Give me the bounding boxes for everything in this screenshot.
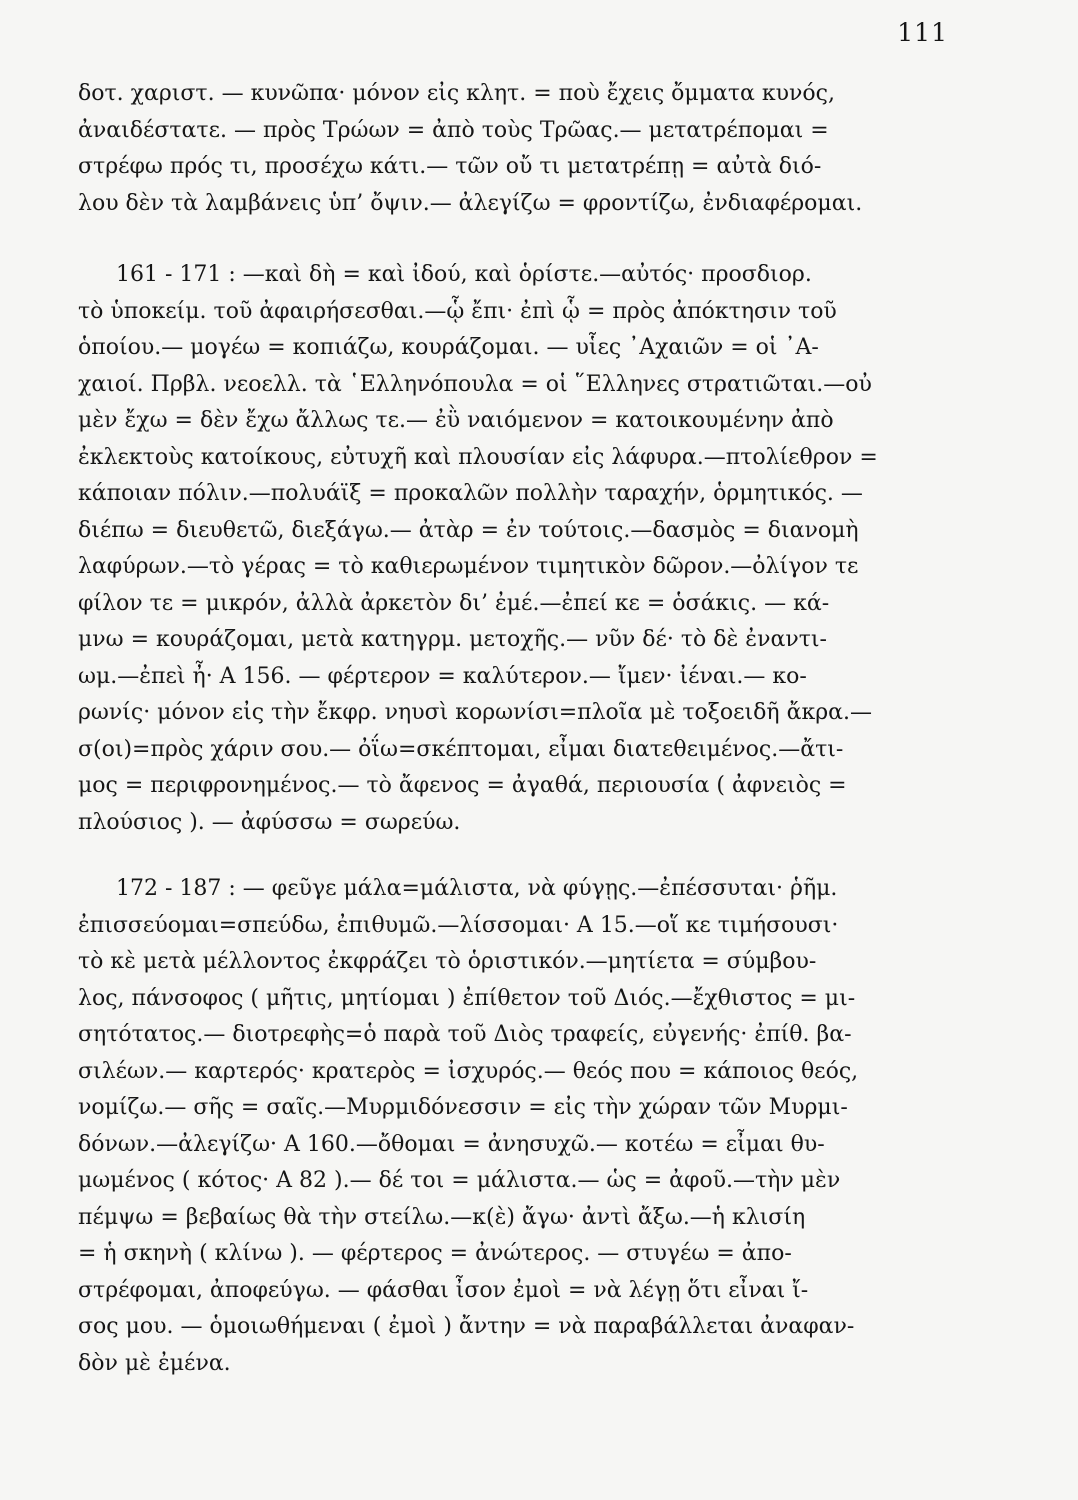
text-line: μος = περιφρονημένος.— τὸ ἄφενος = ἀγαθά, περιουσία ( ἀφνειὸς =	[78, 773, 847, 798]
text-line: φίλον τε = μικρόν, ἀλλὰ ἀρκετὸν δι’ ἐμέ.—ἐπεί κε = ὁσάκις. — κά-	[78, 590, 830, 616]
text-line: ωμ.—ἐπεὶ ἦ· Α 156. — φέρτερον = καλύτερον.— ἴμεν· ἰέναι.— κο-	[78, 663, 807, 689]
text-line: τὸ ὑποκείμ. τοῦ ἀφαιρήσεσθαι.—ᾧ ἔπι· ἐπὶ ᾧ = πρὸς ἀπόκτησιν τοῦ	[78, 298, 837, 324]
text-line: = ἡ σκηνὴ ( κλίνω ). — φέρτερος = ἀνώτερος. — στυγέω = ἀπο-	[78, 1241, 792, 1266]
text-line: σητότατος.— διοτρεφὴς=ὁ παρὰ τοῦ Διὸς τραφείς, εὐγενής· ἐπίθ. βα-	[78, 1022, 852, 1047]
text-line: σος μου. — ὁμοιωθήμεναι ( ἐμοὶ ) ἄντην = νὰ παραβάλλεται ἀναφαν-	[78, 1314, 855, 1339]
text-line: ἐκλεκτοὺς κατοίκους, εὐτυχῆ καὶ πλουσίαν εἰς λάφυρα.—πτολίεθρον =	[78, 444, 878, 470]
text-line: τὸ κὲ μετὰ μέλλοντος ἐκφράζει τὸ ὁριστικόν.—μητίετα = σύμβου-	[78, 949, 817, 974]
text-line: σ(οι)=πρὸς χάριν σου.— ὀΐω=σκέπτομαι, εἶμαι διατεθειμένος.—ἄτι-	[78, 736, 844, 762]
text-line: δόνων.—ἀλεγίζω· Α 160.—ὄθομαι = ἀνησυχῶ.— κοτέω = εἶμαι θυ-	[78, 1131, 825, 1157]
text-line: μωμένος ( κότος· Α 82 ).— δέ τοι = μάλιστα.— ὡς = ἀφοῦ.—τὴν μὲν	[78, 1168, 841, 1193]
paragraph-lines-172-187	[78, 871, 950, 1382]
text-line: ρωνίς· μόνον εἰς τὴν ἔκφρ. νηυσὶ κορωνίσι=πλοῖα μὲ τοξοειδῆ ἄκρα.—	[78, 700, 872, 725]
text-line: στρέφομαι, ἀποφεύγω. — φάσθαι ἶσον ἐμοὶ = νὰ λέγῃ ὅτι εἶναι ἴ-	[78, 1277, 809, 1303]
text-line: 161 - 171 : —καὶ δὴ = καὶ ἰδού, καὶ ὁρίστε.—αὐτός· προσδιορ.	[116, 262, 812, 287]
text-line: ἐπισσεύομαι=σπεύδω, ἐπιθυμῶ.—λίσσομαι· Α 15.—οἵ κε τιμήσουσι·	[78, 912, 839, 938]
text-line: χαιοί. Πρβλ. νεοελλ. τὰ ῾Ελληνόπουλα = οἱ ῞Ελληνες στρατιῶται.—οὐ	[78, 371, 872, 397]
paragraph-vocabulary-continued	[78, 76, 950, 222]
text-line: πέμψω = βεβαίως θὰ τὴν στείλω.—κ(ὲ) ἄγω· ἀντὶ ἄξω.—ἡ κλισίη	[78, 1204, 806, 1230]
text-line: πλούσιος ). — ἀφύσσω = σωρεύω.	[78, 809, 461, 835]
text-line: διέπω = διευθετῶ, διεξάγω.— ἀτὰρ = ἐν τούτοις.—δασμὸς = διανομὴ	[78, 517, 859, 543]
text-line: κάποιαν πόλιν.—πολυάϊξ = προκαλῶν πολλὴν ταραχήν, ὁρμητικός. —	[78, 481, 863, 506]
paragraph-lines-161-171	[78, 257, 950, 841]
text-line: σιλέων.— καρτερός· κρατερὸς = ἰσχυρός.— θεός που = κάποιος θεός,	[78, 1058, 859, 1084]
text-line: 172 - 187 : — φεῦγε μάλα=μάλιστα, νὰ φύγῃς.—ἐπέσσυται· ῥῆμ.	[116, 876, 838, 901]
page-number: 111	[897, 18, 948, 47]
text-line: στρέφω πρός τι, προσέχω κάτι.— τῶν οὔ τι μετατρέπῃ = αὐτὰ διό-	[78, 154, 822, 179]
text-line: λος, πάνσοφος ( μῆτις, μητίομαι ) ἐπίθετον τοῦ Διός.—ἔχθιστος = μι-	[78, 985, 856, 1011]
text-line: δοτ. χαριστ. — κυνῶπα· μόνον εἰς κλητ. = ποὺ ἔχεις ὄμματα κυνός,	[78, 81, 835, 106]
text-line: ὁποίου.— μογέω = κοπιάζω, κουράζομαι. — υἷες ᾿Αχαιῶν = οἱ ᾿Α-	[78, 335, 819, 360]
text-line: λου δὲν τὰ λαμβάνεις ὑπ’ ὄψιν.— ἀλεγίζω = φροντίζω, ἐνδιαφέρομαι.	[78, 190, 863, 216]
text-line: λαφύρων.—τὸ γέρας = τὸ καθιερωμένον τιμητικὸν δῶρον.—ὀλίγον τε	[78, 554, 859, 579]
text-line: μὲν ἔχω = δὲν ἔχω ἄλλως τε.— ἐῢ ναιόμενον = κατοικουμένην ἀπὸ	[78, 408, 834, 433]
text-line: νομίζω.— σῆς = σαῖς.—Μυρμιδόνεσσιν = εἰς τὴν χώραν τῶν Μυρμι-	[78, 1095, 848, 1120]
text-line: μνω = κουράζομαι, μετὰ κατηγρμ. μετοχῆς.— νῦν δέ· τὸ δὲ ἐναντι-	[78, 627, 827, 652]
text-line: δὸν μὲ ἐμένα.	[78, 1350, 231, 1376]
text-line: ἀναιδέστατε. — πρὸς Τρώων = ἀπὸ τοὺς Τρῶας.— μετατρέπομαι =	[78, 117, 829, 143]
